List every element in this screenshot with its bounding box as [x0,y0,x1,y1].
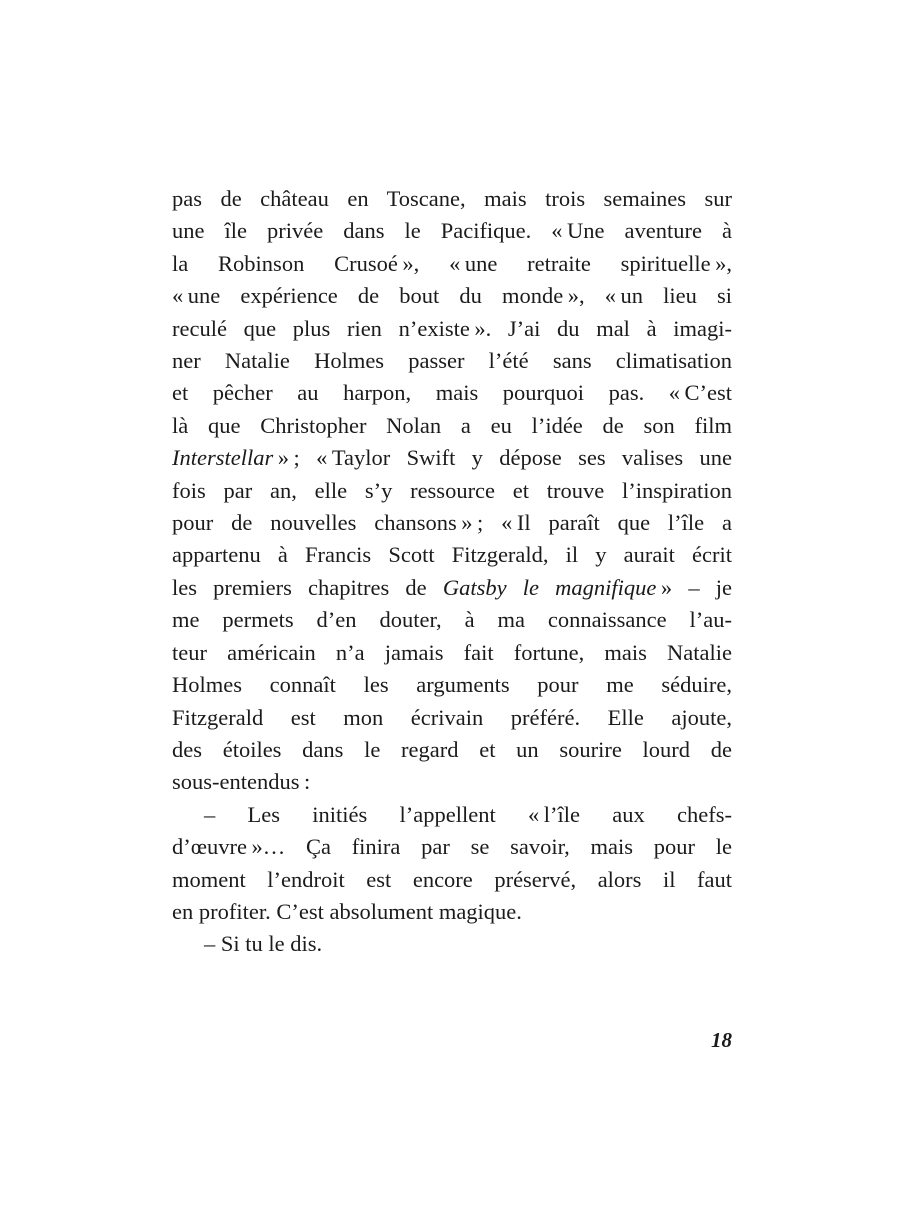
text-segment: Fitzgerald est mon écrivain préféré. Elle ajoute, [172,704,732,730]
text-segment: là que Christopher Nolan a eu l’idée de son film [172,412,732,438]
text-line [172,475,732,507]
text-line [172,928,732,960]
text-segment: une île privée dans le Pacifique. « Une aventure à [172,218,732,244]
text-segment: ner Natalie Holmes passer l’été sans climatisation [172,348,732,374]
text-segment: me permets d’en douter, à ma connaissance l’au- [172,607,732,633]
text-line [172,345,732,377]
text-line [172,215,732,247]
text-line [172,377,732,409]
text-line [172,604,732,636]
text-segment: sous-entendus : [172,769,311,795]
text-segment: fois par an, elle s’y ressource et trouve l’inspiration [172,477,732,503]
italic-text-segment: Interstellar [172,445,274,471]
text-segment: des étoiles dans le regard et un sourire lourd de [172,736,732,762]
text-segment: la Robinson Crusoé », « une retraite spirituelle », [172,250,732,276]
text-segment: appartenu à Francis Scott Fitzgerald, il y aurait écrit [172,542,732,568]
text-line [172,669,732,701]
text-line [172,442,732,474]
text-segment: teur américain n’a jamais fait fortune, mais Natalie [172,639,732,665]
text-segment: Holmes connaît les arguments pour me séduire, [172,672,732,698]
text-segment: » – je [656,574,732,600]
text-line [172,410,732,442]
page-number: 18 [711,1028,732,1052]
text-segment: reculé que plus rien n’existe ». J’ai du mal à imagi- [172,315,732,341]
text-segment: pour de nouvelles chansons » ; « Il paraît que l’île a [172,510,732,536]
text-segment: et pêcher au harpon, mais pourquoi pas. « C’est [172,380,732,406]
text-line [172,799,732,831]
text-line [172,507,732,539]
text-segment: pas de château en Toscane, mais trois semaines sur [172,186,732,211]
text-line [172,313,732,345]
text-line [172,831,732,863]
text-segment: moment l’endroit est encore préservé, alors il faut [172,866,732,892]
text-segment: – Les initiés l’appellent « l’île aux chefs- [204,801,732,827]
text-segment: – Si tu le dis. [204,931,323,957]
text-segment: » ; « Taylor Swift y dépose ses valises une [273,445,732,471]
text-line [172,248,732,280]
text-line [172,896,732,928]
text-segment: en profiter. C’est absolument magique. [172,898,522,924]
text-segment: les premiers chapitres de [172,574,443,600]
text-segment: d’œuvre »… Ça finira par se savoir, mais pour le [172,834,732,860]
text-line [172,734,732,766]
text-line [172,183,732,215]
text-line [172,864,732,896]
text-line [172,539,732,571]
text-line [172,766,732,798]
text-segment: « une expérience de bout du monde », « un lieu si [172,283,732,309]
italic-text-segment: Gatsby le magnifique [442,574,657,600]
text-line [172,637,732,669]
text-block [172,183,732,961]
text-line [172,702,732,734]
text-line [172,572,732,604]
text-line [172,280,732,312]
